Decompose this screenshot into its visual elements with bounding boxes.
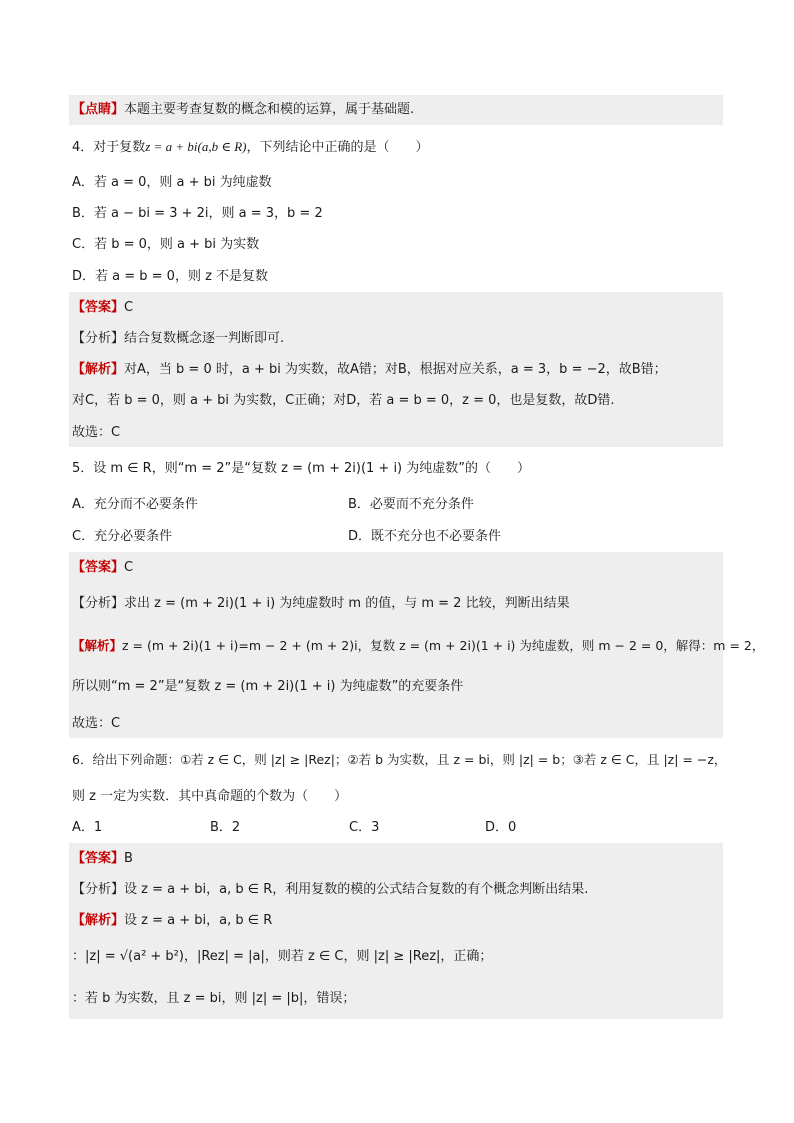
q5-options-row-2 (72, 526, 722, 548)
q6-answer-value: B (124, 851, 133, 866)
q6-option-d: D．0 (485, 820, 517, 835)
q6-option-c: C．3 (349, 820, 380, 835)
q4-option-b: B．若 a − bi = 3 + 2i，则 a = 3，b = 2 (72, 206, 323, 221)
q5-answer-tag: 【答案】 (72, 560, 125, 575)
q4-stem (72, 136, 429, 158)
q5-option-a: A．充分而不必要条件 (72, 497, 198, 512)
q5-conclusion: 故选：C (72, 716, 121, 731)
q4-conclusion: 故选：C (72, 425, 121, 440)
q4-solution-tag: 【解析】 (72, 362, 125, 377)
q5-stem: 5．设 m ∈ R，则“m = 2”是“复数 z = (m + 2i)(1 + i) 为纯虚数”的（ ） (72, 461, 530, 476)
q6-option-a: A．1 (72, 820, 103, 835)
q4-solution-line-1 (72, 359, 667, 381)
dianjing-text: 本题主要考查复数的概念和模的运算，属于基础题. (124, 102, 415, 117)
q5-solution-line-2: 所以则“m = 2”是“复数 z = (m + 2i)(1 + i) 为纯虚数”的充要条件 (72, 679, 464, 694)
q4-stem-pre: 4．对于复数 (72, 140, 146, 155)
dianjing-tag: 【点睛】 (72, 102, 125, 117)
q4-stem-post: ，下列结论中正确的是（ ） (246, 140, 429, 155)
q5-option-c: C．充分必要条件 (72, 529, 173, 544)
q5-analysis-tag: 【分析】 (72, 596, 125, 611)
q6-solution-text-1: 设 z = a + bi，a, b ∈ R (124, 913, 273, 928)
q5-option-b: B．必要而不充分条件 (348, 497, 474, 512)
q5-solution-text-1: z = (m + 2i)(1 + i)=m − 2 + (m + 2)i，复数 z = (m + 2i)(1 + i) 为纯虚数，则 m − 2 = 0，解得：m = 2， (122, 638, 765, 653)
q5-option-d: D．既不充分也不必要条件 (348, 529, 502, 544)
q4-stem-math: z = a + bi(a,b ∈ R) (145, 139, 247, 154)
q6-solution-line-2: ：|z| = √(a² + b²)，|Rez| = |a|，则若 z ∈ C，则 |z| ≥ |Rez|，正确； (72, 949, 493, 964)
q5-options-row-1 (72, 494, 722, 516)
q4-analysis-tag: 【分析】 (72, 331, 125, 346)
q6-analysis-tag: 【分析】 (72, 882, 125, 897)
q6-stem-line-1: 6．给出下列命题：①若 z ∈ C，则 |z| ≥ |Rez|；②若 b 为实数，且 z = bi，则 |z| = b；③若 z ∈ C，且 |z| = −z， (72, 752, 727, 767)
q4-option-c: C．若 b = 0，则 a + bi 为实数 (72, 237, 260, 252)
q4-solution-text-1: 对A，当 b = 0 时，a + bi 为实数，故A错；对B，根据对应关系，a = 3，b = −2，故B错； (124, 362, 667, 377)
q6-option-b: B．2 (210, 820, 241, 835)
dianjing-line (72, 99, 414, 121)
q6-options (72, 817, 722, 839)
q4-answer-tag: 【答案】 (72, 300, 125, 315)
q5-analysis-text: 求出 z = (m + 2i)(1 + i) 为纯虚数时 m 的值，与 m = 2 比较，判断出结果 (124, 596, 570, 611)
q4-answer (72, 297, 133, 319)
q6-solution-line-1 (72, 910, 272, 932)
q5-analysis (72, 593, 570, 615)
q4-option-a: A．若 a = 0，则 a + bi 为纯虚数 (72, 175, 272, 190)
q5-solution-line-1 (72, 635, 764, 657)
q6-analysis (72, 879, 588, 901)
q4-solution-line-2: 对C，若 b = 0，则 a + bi 为实数，C正确；对D，若 a = b = 0，z = 0，也是复数，故D错. (72, 393, 615, 408)
q5-solution-tag: 【解析】 (72, 638, 123, 653)
q6-answer (72, 848, 133, 870)
q6-answer-tag: 【答案】 (72, 851, 125, 866)
q6-analysis-text: 设 z = a + bi，a, b ∈ R，利用复数的模的公式结合复数的有个概念判断出结果. (124, 882, 589, 897)
q6-solution-tag: 【解析】 (72, 913, 125, 928)
q4-answer-value: C (124, 300, 134, 315)
q4-option-d: D．若 a = b = 0，则 z 不是复数 (72, 269, 269, 284)
q5-answer-value: C (124, 560, 134, 575)
q6-stem-line-2: 则 z 一定为实数．其中真命题的个数为（ ） (72, 789, 348, 804)
q5-answer (72, 557, 133, 579)
q4-analysis-text: 结合复数概念逐一判断即可. (124, 331, 285, 346)
q4-analysis (72, 328, 284, 350)
q6-solution-line-3: ：若 b 为实数，且 z = bi，则 |z| = |b|，错误； (72, 991, 356, 1006)
